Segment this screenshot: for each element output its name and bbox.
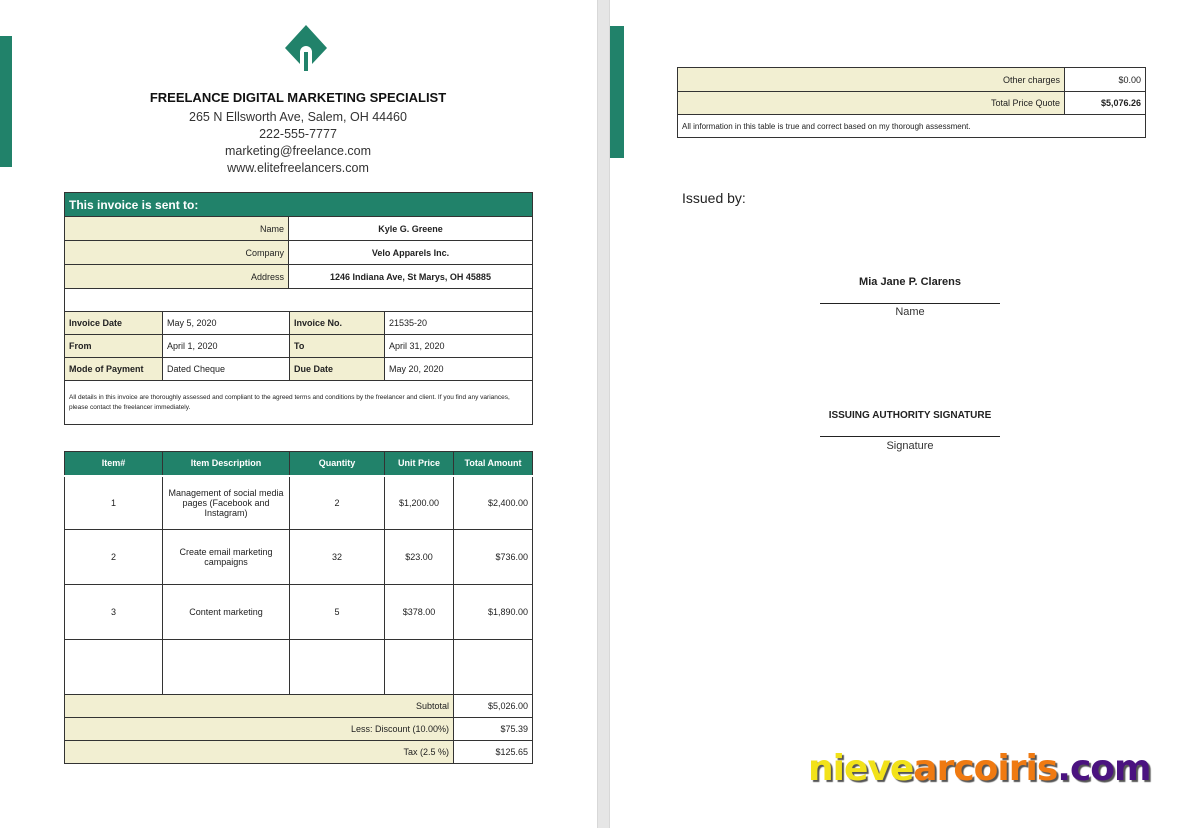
signature-line[interactable] — [820, 436, 1000, 437]
label-company: Company — [65, 241, 289, 265]
watermark-part1: nieve — [808, 748, 914, 789]
item-unit — [385, 640, 454, 695]
header-unit-price: Unit Price — [385, 452, 454, 476]
business-website[interactable]: www.elitefreelancers.com — [227, 161, 369, 175]
label-name: Name — [65, 217, 289, 241]
watermark-part3: .com — [1057, 748, 1151, 789]
issued-by-label: Issued by: — [682, 190, 746, 206]
item-total: $736.00 — [454, 530, 533, 585]
page2-summary-table — [677, 67, 1146, 138]
item-total: $1,890.00 — [454, 585, 533, 640]
item-desc: Management of social media pages (Facebook and Instagram) — [163, 476, 290, 530]
label-subtotal: Subtotal — [65, 695, 454, 718]
label-invoice-date: Invoice Date — [65, 312, 163, 335]
value-from: April 1, 2020 — [163, 335, 290, 358]
item-unit: $378.00 — [385, 585, 454, 640]
label-other-charges: Other charges — [678, 68, 1065, 92]
page-gutter — [597, 0, 610, 828]
item-num: 2 — [65, 530, 163, 585]
watermark — [808, 748, 1151, 789]
value-total-quote: $5,076.26 — [1065, 92, 1146, 115]
signature-label: ISSUING AUTHORITY SIGNATURE — [828, 410, 992, 421]
item-qty — [290, 640, 385, 695]
items-table — [64, 451, 533, 764]
item-qty: 32 — [290, 530, 385, 585]
details-note: All details in this invoice are thoroughly assessed and compliant to the agreed terms and conditions by the freelancer and client. If you find any variances, please contact the freelancer immediately. — [65, 381, 533, 425]
value-discount: $75.39 — [454, 718, 533, 741]
accent-bar-right — [610, 26, 624, 158]
table-row — [65, 640, 533, 695]
label-due-date: Due Date — [290, 358, 385, 381]
item-num — [65, 640, 163, 695]
item-unit: $23.00 — [385, 530, 454, 585]
details-table — [64, 311, 533, 425]
accent-bar-left — [0, 36, 12, 167]
recipient-heading: This invoice is sent to: — [65, 193, 533, 217]
business-title: FREELANCE DIGITAL MARKETING SPECIALIST — [149, 90, 447, 105]
header-item-num: Item# — [65, 452, 163, 476]
signer-name: Mia Jane P. Clarens — [859, 276, 961, 288]
item-num: 3 — [65, 585, 163, 640]
label-tax: Tax (2.5 %) — [65, 741, 454, 764]
business-phone: 222-555-7777 — [259, 127, 337, 141]
table-row — [65, 476, 533, 530]
label-address: Address — [65, 265, 289, 289]
label-payment-mode: Mode of Payment — [65, 358, 163, 381]
value-company: Velo Apparels Inc. — [289, 241, 533, 265]
item-total: $2,400.00 — [454, 476, 533, 530]
spacer-row — [65, 289, 533, 312]
value-tax: $125.65 — [454, 741, 533, 764]
value-name: Kyle G. Greene — [289, 217, 533, 241]
item-desc: Content marketing — [163, 585, 290, 640]
diamond-logo-icon — [285, 25, 327, 71]
header-quantity: Quantity — [290, 452, 385, 476]
item-desc: Create email marketing campaigns — [163, 530, 290, 585]
name-line — [820, 303, 1000, 304]
item-num: 1 — [65, 476, 163, 530]
value-invoice-no: 21535-20 — [385, 312, 533, 335]
label-to: To — [290, 335, 385, 358]
value-subtotal: $5,026.00 — [454, 695, 533, 718]
business-email[interactable]: marketing@freelance.com — [224, 144, 372, 158]
header-total: Total Amount — [454, 452, 533, 476]
value-other-charges: $0.00 — [1065, 68, 1146, 92]
label-total-quote: Total Price Quote — [678, 92, 1065, 115]
item-unit: $1,200.00 — [385, 476, 454, 530]
value-due-date: May 20, 2020 — [385, 358, 533, 381]
header-item-desc: Item Description — [163, 452, 290, 476]
label-invoice-no: Invoice No. — [290, 312, 385, 335]
watermark-part2: arcoiris — [913, 748, 1058, 789]
item-total — [454, 640, 533, 695]
label-discount: Less: Discount (10.00%) — [65, 718, 454, 741]
label-from: From — [65, 335, 163, 358]
value-payment-mode: Dated Cheque — [163, 358, 290, 381]
value-address: 1246 Indiana Ave, St Marys, OH 45885 — [289, 265, 533, 289]
page2-note: All information in this table is true and correct based on my thorough assessment. — [678, 115, 1146, 138]
value-to: April 31, 2020 — [385, 335, 533, 358]
name-caption: Name — [895, 306, 925, 318]
recipient-table — [64, 192, 533, 312]
value-invoice-date: May 5, 2020 — [163, 312, 290, 335]
signature-caption: Signature — [886, 440, 934, 452]
item-desc — [163, 640, 290, 695]
table-row — [65, 585, 533, 640]
item-qty: 2 — [290, 476, 385, 530]
item-qty: 5 — [290, 585, 385, 640]
business-address: 265 N Ellsworth Ave, Salem, OH 44460 — [189, 110, 407, 124]
table-row — [65, 530, 533, 585]
